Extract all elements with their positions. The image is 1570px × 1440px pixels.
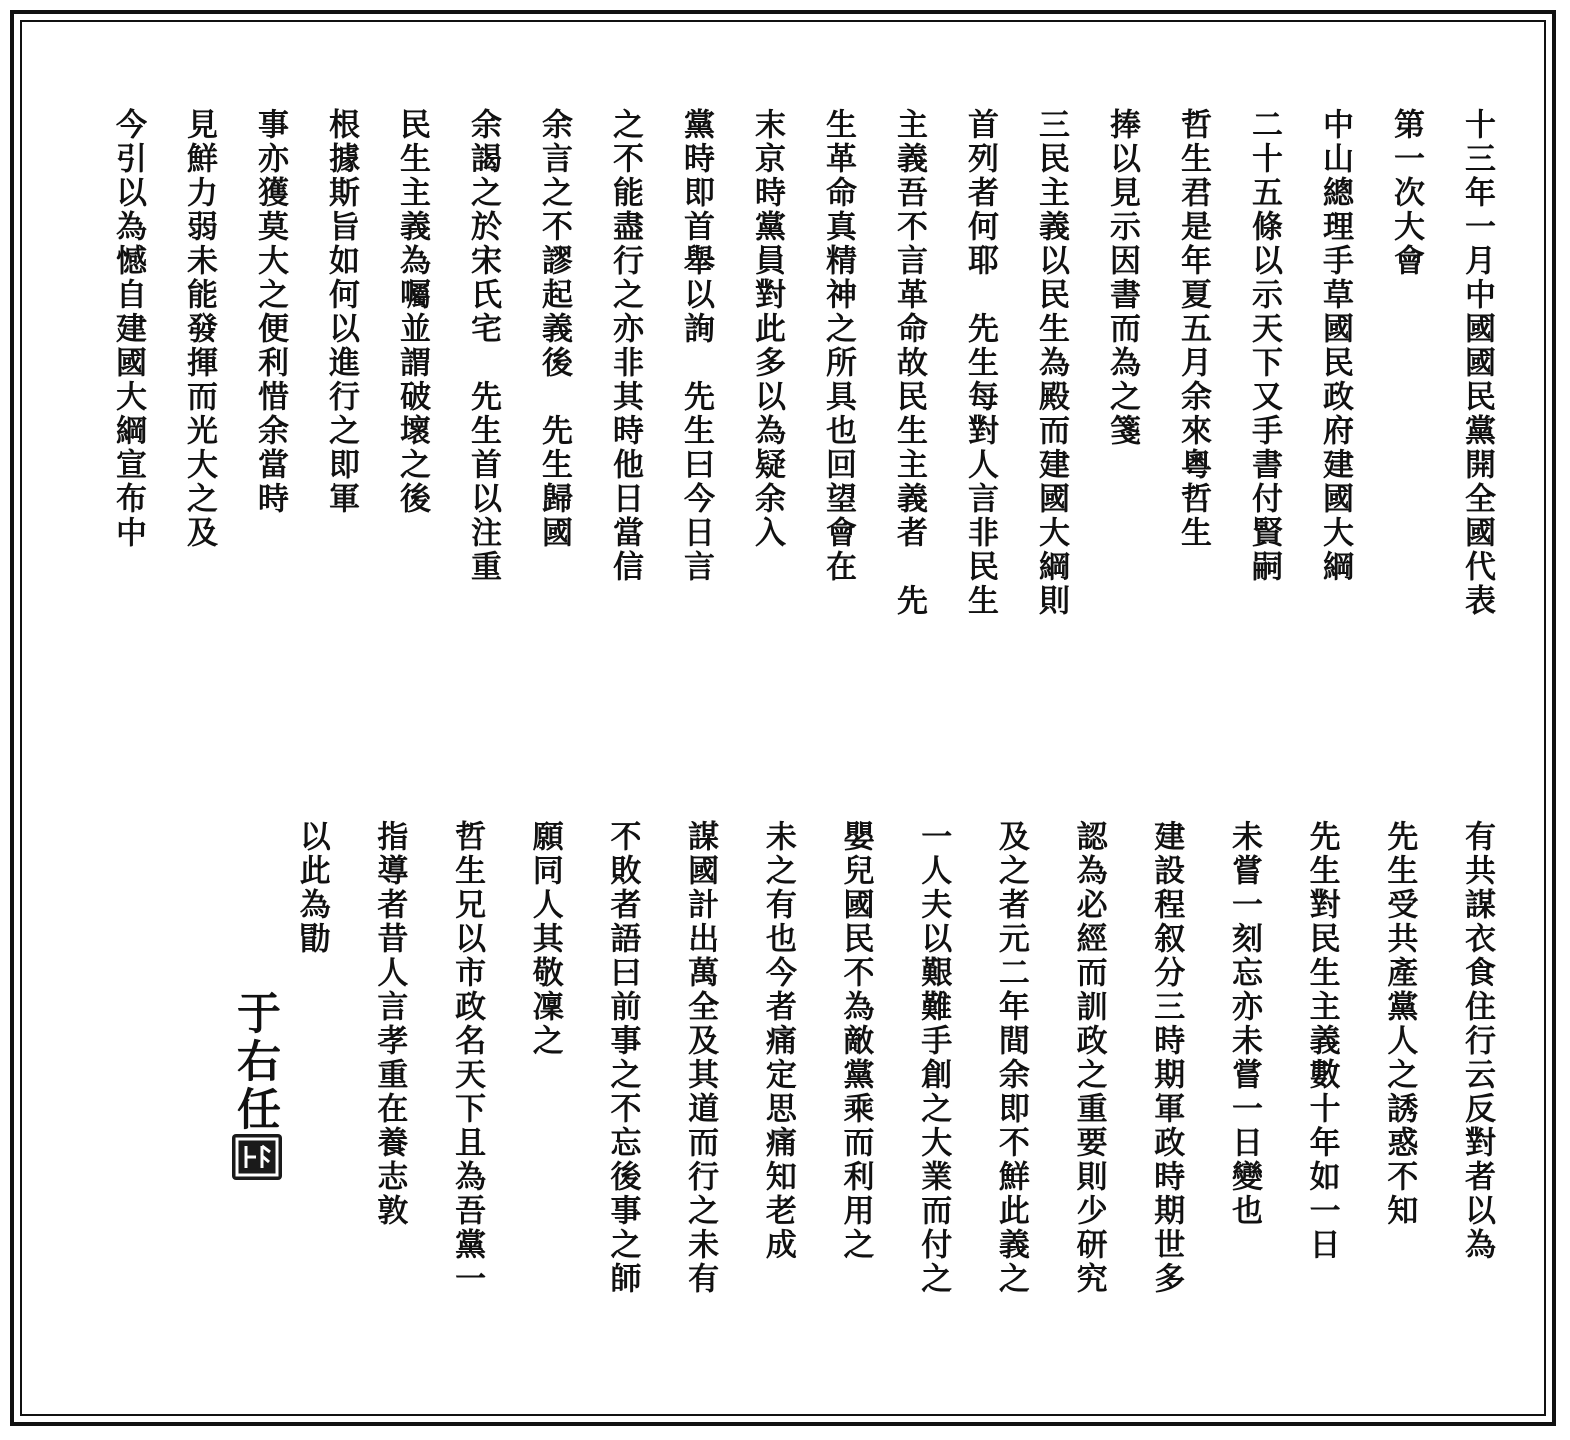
text-column: 以此為勖 [293, 820, 330, 956]
author-signature: 于右任 [229, 990, 280, 1134]
text-column: 中山總理手草國民政府建國大綱 [1317, 108, 1353, 584]
text-column: 余謁之於宋氏宅 先生首以注重 [465, 108, 501, 584]
seal-stamp-icon [232, 1134, 282, 1180]
text-column: 二十五條以示天下又手書付賢嗣 [1246, 108, 1282, 584]
text-column: 末京時黨員對此多以為疑余入 [749, 108, 785, 550]
text-column: 捧以見示因書而為之箋 [1104, 108, 1140, 448]
text-column: 不敗者語曰前事之不忘後事之師 [604, 820, 641, 1296]
text-column: 見鮮力弱未能發揮而光大之及 [181, 108, 217, 550]
text-column: 指導者昔人言孝重在養志敦 [371, 820, 408, 1228]
text-column: 謀國計出萬全及其道而行之未有 [682, 820, 719, 1296]
text-column: 及之者元二年間余即不鮮此義之 [992, 820, 1029, 1296]
text-column: 一人夫以艱難手創之大業而付之 [915, 820, 952, 1296]
text-column: 三民主義以民生為殿而建國大綱則 [1033, 108, 1069, 618]
text-column: 黨時即首舉以詢 先生曰今日言 [678, 108, 714, 584]
text-column: 民生主義為囑並謂破壞之後 [394, 108, 430, 516]
text-column: 認為必經而訓政之重要則少研究 [1070, 820, 1107, 1296]
text-column: 願同人其敬凜之 [526, 820, 563, 1058]
text-column: 有共謀衣食住行云反對者以為 [1459, 820, 1495, 1262]
text-column: 嬰兒國民不為敵黨乘而利用之 [837, 820, 874, 1262]
text-column: 主義吾不言革命故民生主義者 先 [891, 108, 927, 618]
upper-text-block [72, 108, 1495, 668]
text-column: 先生受共產黨人之誘惑不知 [1381, 820, 1418, 1228]
text-column: 十三年一月中國國民黨開全國代表 [1459, 108, 1495, 618]
text-column: 哲生君是年夏五月余來粵哲生 [1175, 108, 1211, 550]
text-column: 事亦獲莫大之便利惜余當時 [252, 108, 288, 516]
text-column: 今引以為憾自建國大綱宣布中 [110, 108, 146, 550]
text-column: 第一次大會 [1388, 108, 1424, 278]
text-column: 未嘗一刻忘亦未嘗一日變也 [1225, 820, 1262, 1228]
text-column: 先生對民生主義數十年如一日 [1303, 820, 1340, 1262]
text-column: 建設程叙分三時期軍政時期世多 [1148, 820, 1185, 1296]
text-column: 首列者何耶 先生每對人言非民生 [962, 108, 998, 618]
text-column: 之不能盡行之亦非其時他日當信 [607, 108, 643, 584]
text-column: 未之有也今者痛定思痛知老成 [759, 820, 796, 1262]
text-column: 根據斯旨如何以進行之即軍 [323, 108, 359, 516]
text-column: 余言之不謬起義後 先生歸國 [536, 108, 572, 550]
lower-text-block [242, 820, 1495, 1380]
text-column: 生革命真精神之所具也回望會在 [820, 108, 856, 584]
text-column: 哲生兄以市政名天下且為吾黨一 [449, 820, 486, 1296]
